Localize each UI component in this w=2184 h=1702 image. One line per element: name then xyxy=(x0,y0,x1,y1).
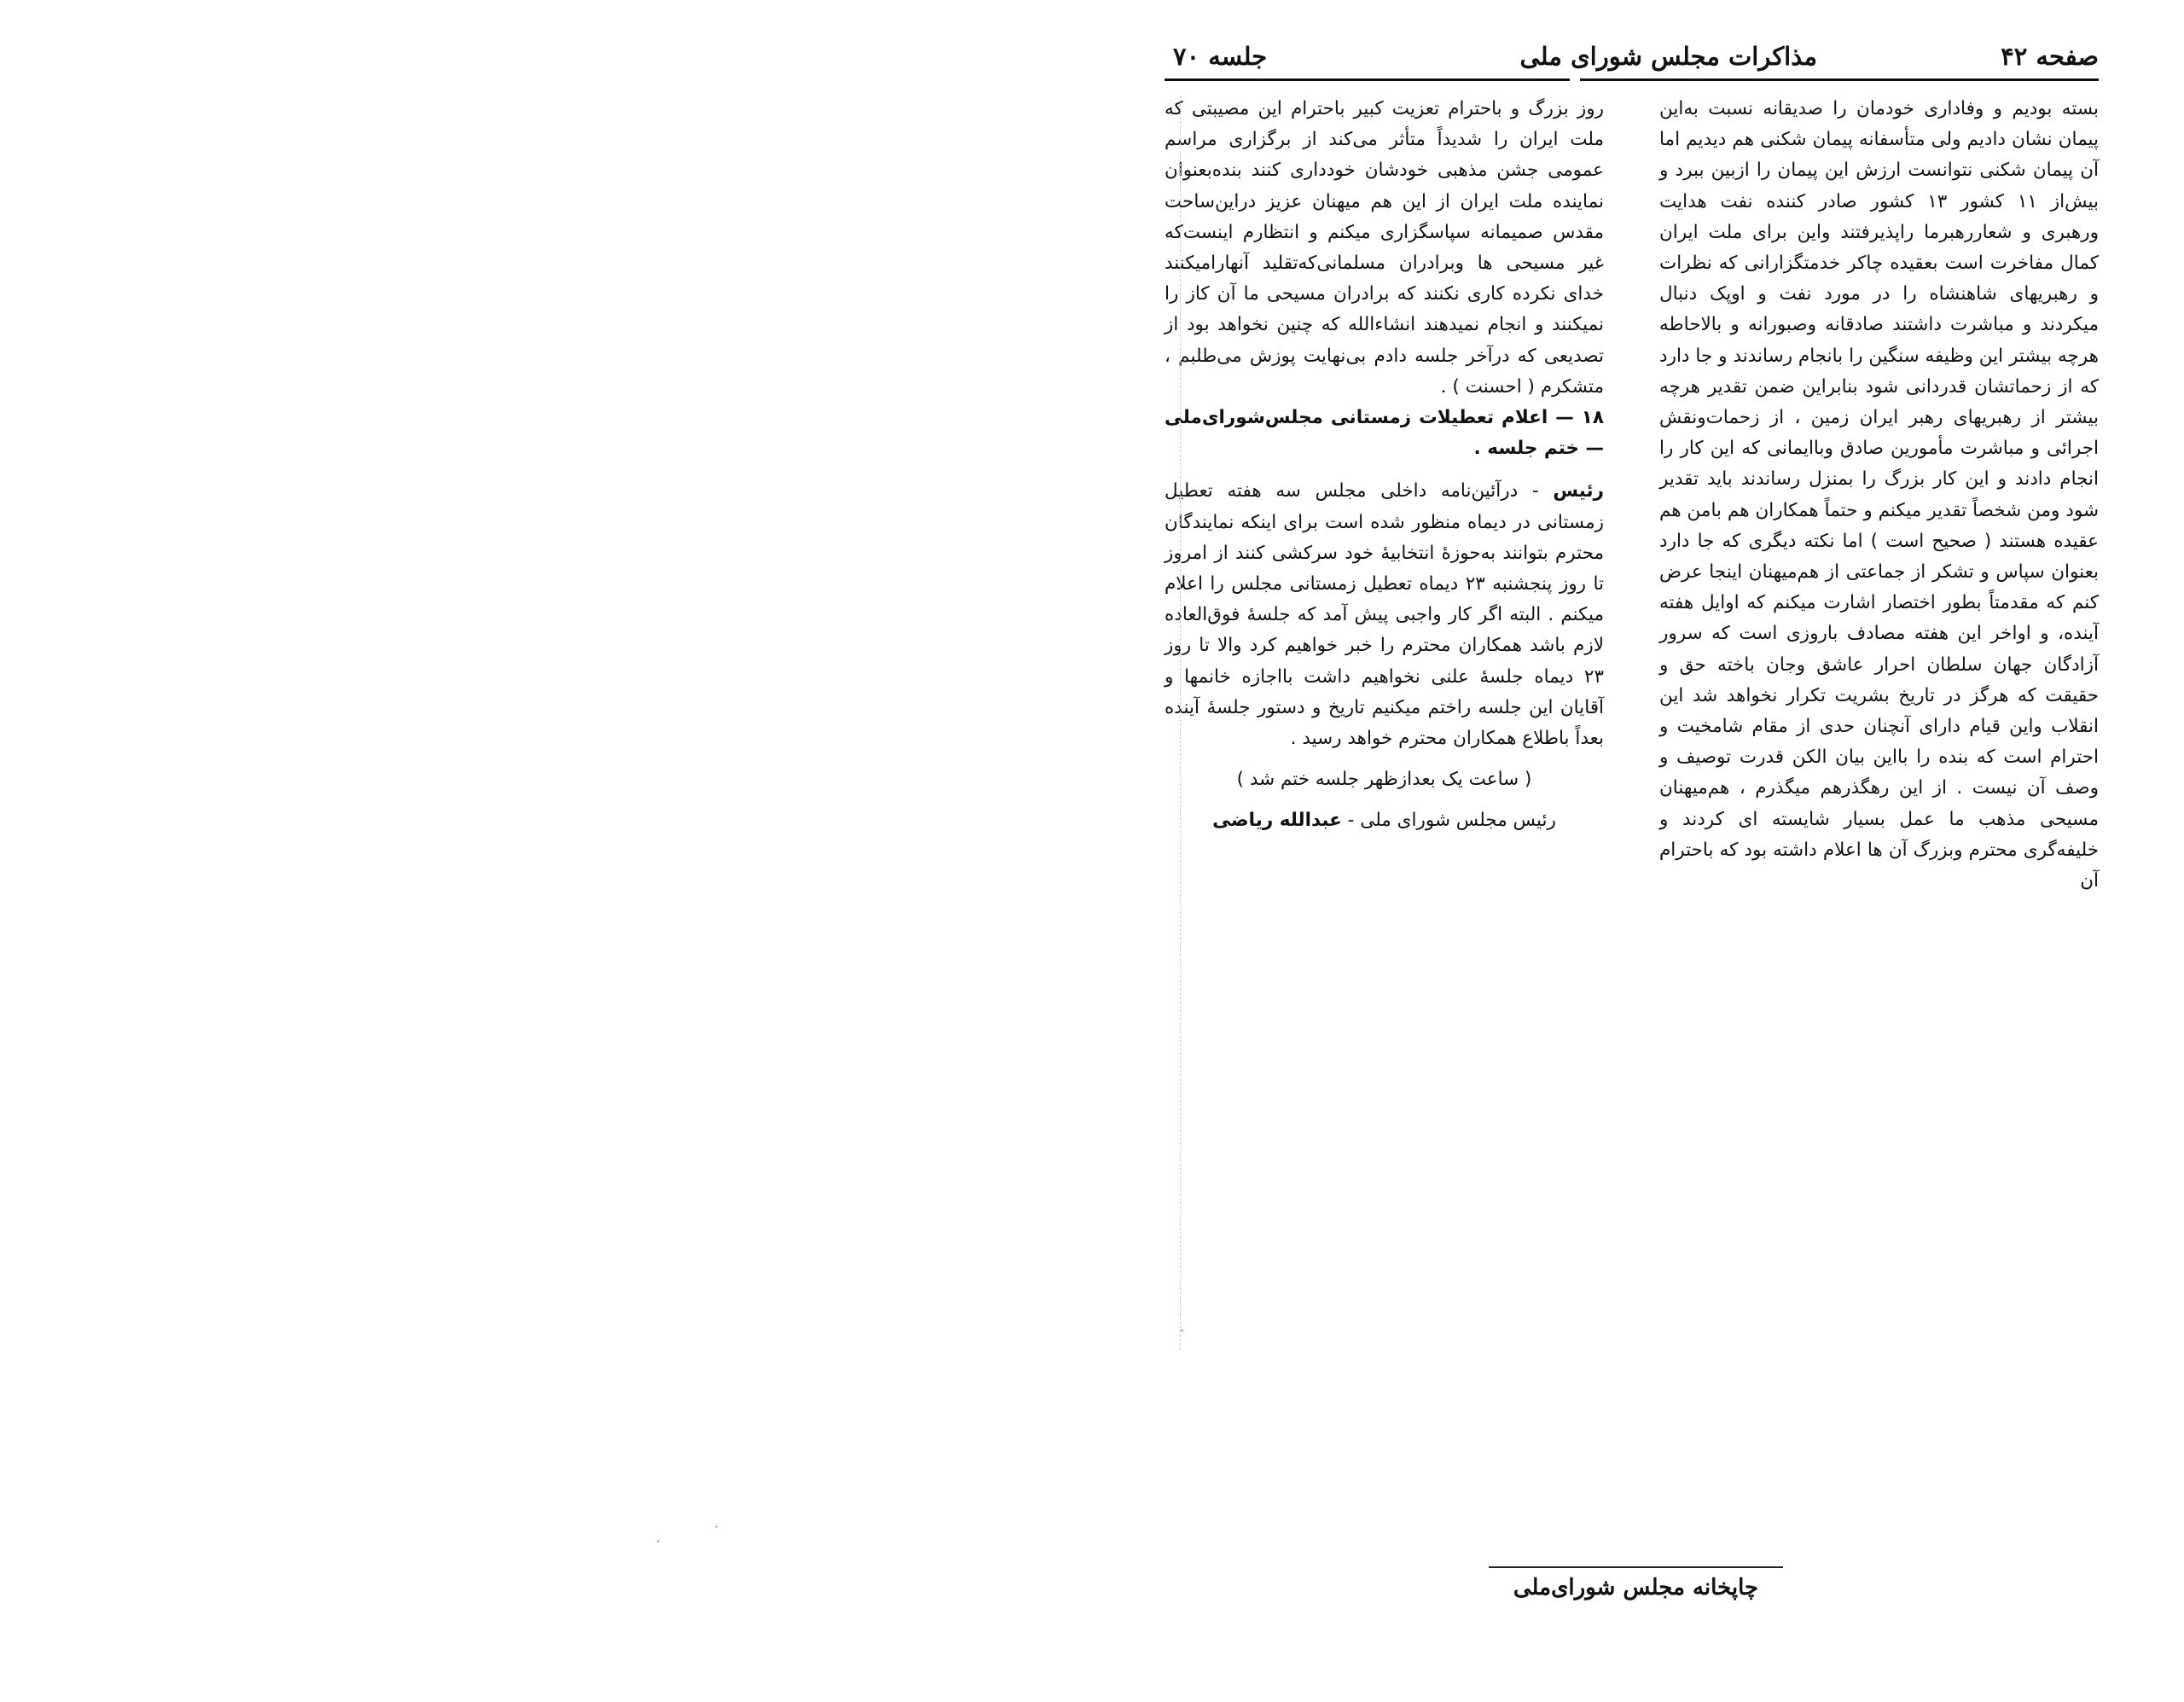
signature-name: عبدالله ریاضی xyxy=(1212,810,1342,832)
printer-credit: چاپخانه مجلس شورای‌ملی xyxy=(1513,1575,1759,1600)
left-column-paragraph-1: روز بزرگ و باحترام تعزیت کبیر باحترام این مصیبتی که ملت ایران را شدیداً متأثر می‌کند از برگزاری مراسم عمومی جشن مذهبی خودشان خودداری کنند بنده‌بعنوان نماینده ملت ایران از این هم میهنان عزیز دراین‌ساحت مقدس صمیمانه سپاسگزاری میکنم و انتظارم اینست‌که غیر مسیحی ها وبرادران مسلمانی‌که‌تقلید آنهارامیکنند خدای نکرده کاری نکنند که برادران مسیحی ما آن کاز را نمیکنند و انجام نمیدهند انشاءالله که چنین نخواهد بود از تصدیعی که درآخر جلسه دادم بی‌نهایت پوزش می‌طلبم ، متشکرم ( احسنت ) . xyxy=(1165,98,1604,398)
left-column-paragraph-2 xyxy=(1165,476,1604,754)
footer-rule xyxy=(1489,1566,1783,1568)
column-divider xyxy=(1180,96,1181,1350)
signature-line xyxy=(1165,805,1604,836)
running-title: مذاکرات مجلس شورای ملی xyxy=(1519,42,1817,71)
scan-speck xyxy=(657,1540,659,1542)
page-number: صفحه ۴۲ xyxy=(2001,42,2099,71)
right-column-text: بسته بودیم و وفاداری خودمان را صدیقانه نسبت به‌این پیمان نشان دادیم ولی متأسفانه پیمان شکنی هم دیدیم اما آن پیمان شکنی نتوانست ارزش این پیمان را ازبین ببرد و بیش‌از ۱۱ کشور ۱۳ کشور صادر کننده نفت هدایت ورهبری و شعاررهبرما راپذیرفتند واین برای ملت ایران کمال مفاخرت است بعقیده چاکر خدمتگزارانی که نظرات و رهبریهای شاهنشاه را در مورد نفت و اوپک دنبال میکردند و مباشرت داشتند صادقانه وصبورانه و بالاحاطه هرچه بیشتر این وظیفه سنگین را بانجام رساندند و جا دارد که از زحماتشان قدردانی شود بنابراین ضمن تقدیر هرچه بیشتر از رهبریهای رهبر ایران زمین ، از زحمات‌ونقش اجرائی و مباشرت مأمورین صادق وباایمانی که این کار را انجام دادند و این کار بزرگ را بمنزل رساندند باید تقدیر شود ومن شخصاً تقدیر میکنم و حتماً همکاران هم بامن هم عقیده هستند ( صحیح است ) اما نکته دیگری که جا دارد بعنوان سپاس و تشکر از جماعتی از هم‌میهنان اینجا عرض کنم که مقدمتاً بطور اختصار اشارت میکنم که اوایل هفته آینده، و اواخر این هفته مصادف باروزی است که سرور آزادگان جهان سلطان احرار عاشق وجان باخته حق و حقیقت که هرگز در تاریخ بشریت تکرار نخواهد شد این انقلاب واین قیام دارای آنچنان حدی از مقام شامخیت و احترام است که بنده را بااین بیان الکن قدرت توصیف و وصف آن نیست . از این رهگذرهم میگذرم ، هم‌میهنان مسیحی مذهب ما عمل بسیار شایسته ای کردند و خلیفه‌گری محترم وبزرگ آن ها اعلام داشته بود که باحترام آن xyxy=(1659,98,2100,892)
page-header xyxy=(1165,38,2099,79)
speaker-label: رئیس xyxy=(1553,480,1604,502)
document-page xyxy=(1165,38,2100,892)
speaker-text: - درآئین‌نامه داخلی مجلس سه هفته تعطیل زمستانی در دیماه منظور شده است برای اینکه نمایندگان محترم بتوانند به‌حوزهٔ انتخابیهٔ خود سرکشی کنند از امروز تا روز پنجشنبه ۲۳ دیماه تعطیل زمستانی مجلس را اعلام میکنم . البته اگر کار واجبی پیش آمد که جلسهٔ فوق‌العاده لازم باشد همکاران محترم را خبر خواهیم کرد والا تا روز ۲۳ دیماه جلسهٔ علنی نخواهیم داشت بااجازه خانمها و آقایان این جلسه راختم میکنیم تاریخ و دستور جلسهٔ آینده بعداً باطلاع همکاران محترم خواهد رسید . xyxy=(1165,480,1604,750)
right-column xyxy=(1659,94,2099,897)
header-rule xyxy=(1165,78,2099,81)
signature-role: رئیس مجلس شورای ملی - xyxy=(1341,810,1556,832)
closing-time: ( ساعت یک بعدازظهر جلسه ختم شد ) xyxy=(1236,769,1532,791)
scan-speck xyxy=(1181,1329,1183,1332)
left-column xyxy=(1165,94,1604,837)
section-heading: ۱۸ — اعلام تعطیلات زمستانی مجلس‌شورای‌ملی— ختم جلسه . xyxy=(1165,407,1604,460)
scan-speck xyxy=(715,1525,717,1528)
session-number: جلسه ۷۰ xyxy=(1173,42,1268,71)
